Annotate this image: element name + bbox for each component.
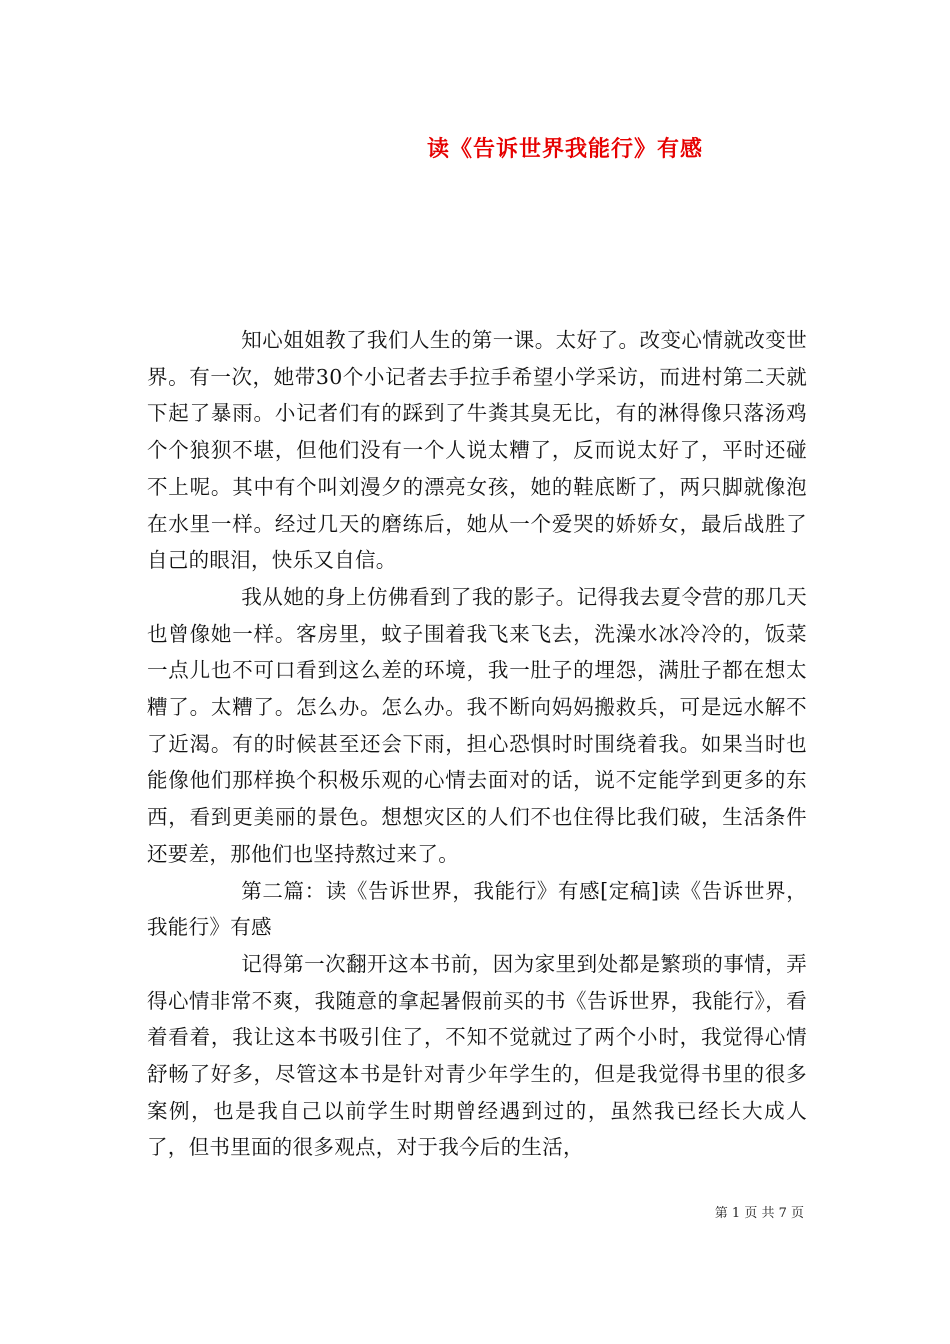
section-heading: 第二篇：读《告诉世界，我能行》有感[定稿]读《告诉世界，我能行》有感 <box>147 878 807 940</box>
paragraph-2: 我从她的身上仿佛看到了我的影子。记得我去夏令营的那几天也曾像她一样。客房里，蚊子围着我飞来飞去，洗澡水冰冷冷的，饭菜一点儿也不可口看到这么差的环境，我一肚子的埋怨，满肚子都在想太糟了。太糟了。怎么办。怎么办。我不断向妈妈搬救兵，可是远水解不了近渴。有的时候甚至还会下雨，担心恐惧时时围绕着我。如果当时也能像他们那样换个积极乐观的心情去面对的话，说不定能学到更多的东西，看到更美丽的景色。想想灾区的人们不也住得比我们破，生活条件还要差，那他们也坚持熬过来了。 <box>147 584 807 866</box>
paragraph-3: 记得第一次翻开这本书前，因为家里到处都是繁琐的事情，弄得心情非常不爽，我随意的拿起暑假前买的书《告诉世界，我能行》，看着看着，我让这本书吸引住了，不知不觉就过了两个小时，我觉得心情舒畅了好多，尽管这本书是针对青少年学生的，但是我觉得书里的很多案例，也是我自己以前学生时期曾经遇到过的，虽然我已经长大成人了，但书里面的很多观点，对于我今后的生活， <box>147 951 807 1160</box>
page-footer: 第 1 页 共 7 页 <box>714 1206 804 1221</box>
paragraph-1: 知心姐姐教了我们人生的第一课。太好了。改变心情就改变世界。有一次，她带30个小记者去手拉手希望小学采访，而进村第二天就下起了暴雨。小记者们有的踩到了牛粪其臭无比，有的淋得像只落汤鸡个个狼狈不堪，但他们没有一个人说太糟了，反而说太好了，平时还碰不上呢。其中有个叫刘漫夕的漂亮女孩，她的鞋底断了，两只脚就像泡在水里一样。经过几天的磨练后，她从一个爱哭的娇娇女，最后战胜了自己的眼泪，快乐又自信。 <box>147 328 807 573</box>
document-body <box>147 322 807 1166</box>
document-title: 读《告诉世界我能行》有感 <box>426 136 703 162</box>
